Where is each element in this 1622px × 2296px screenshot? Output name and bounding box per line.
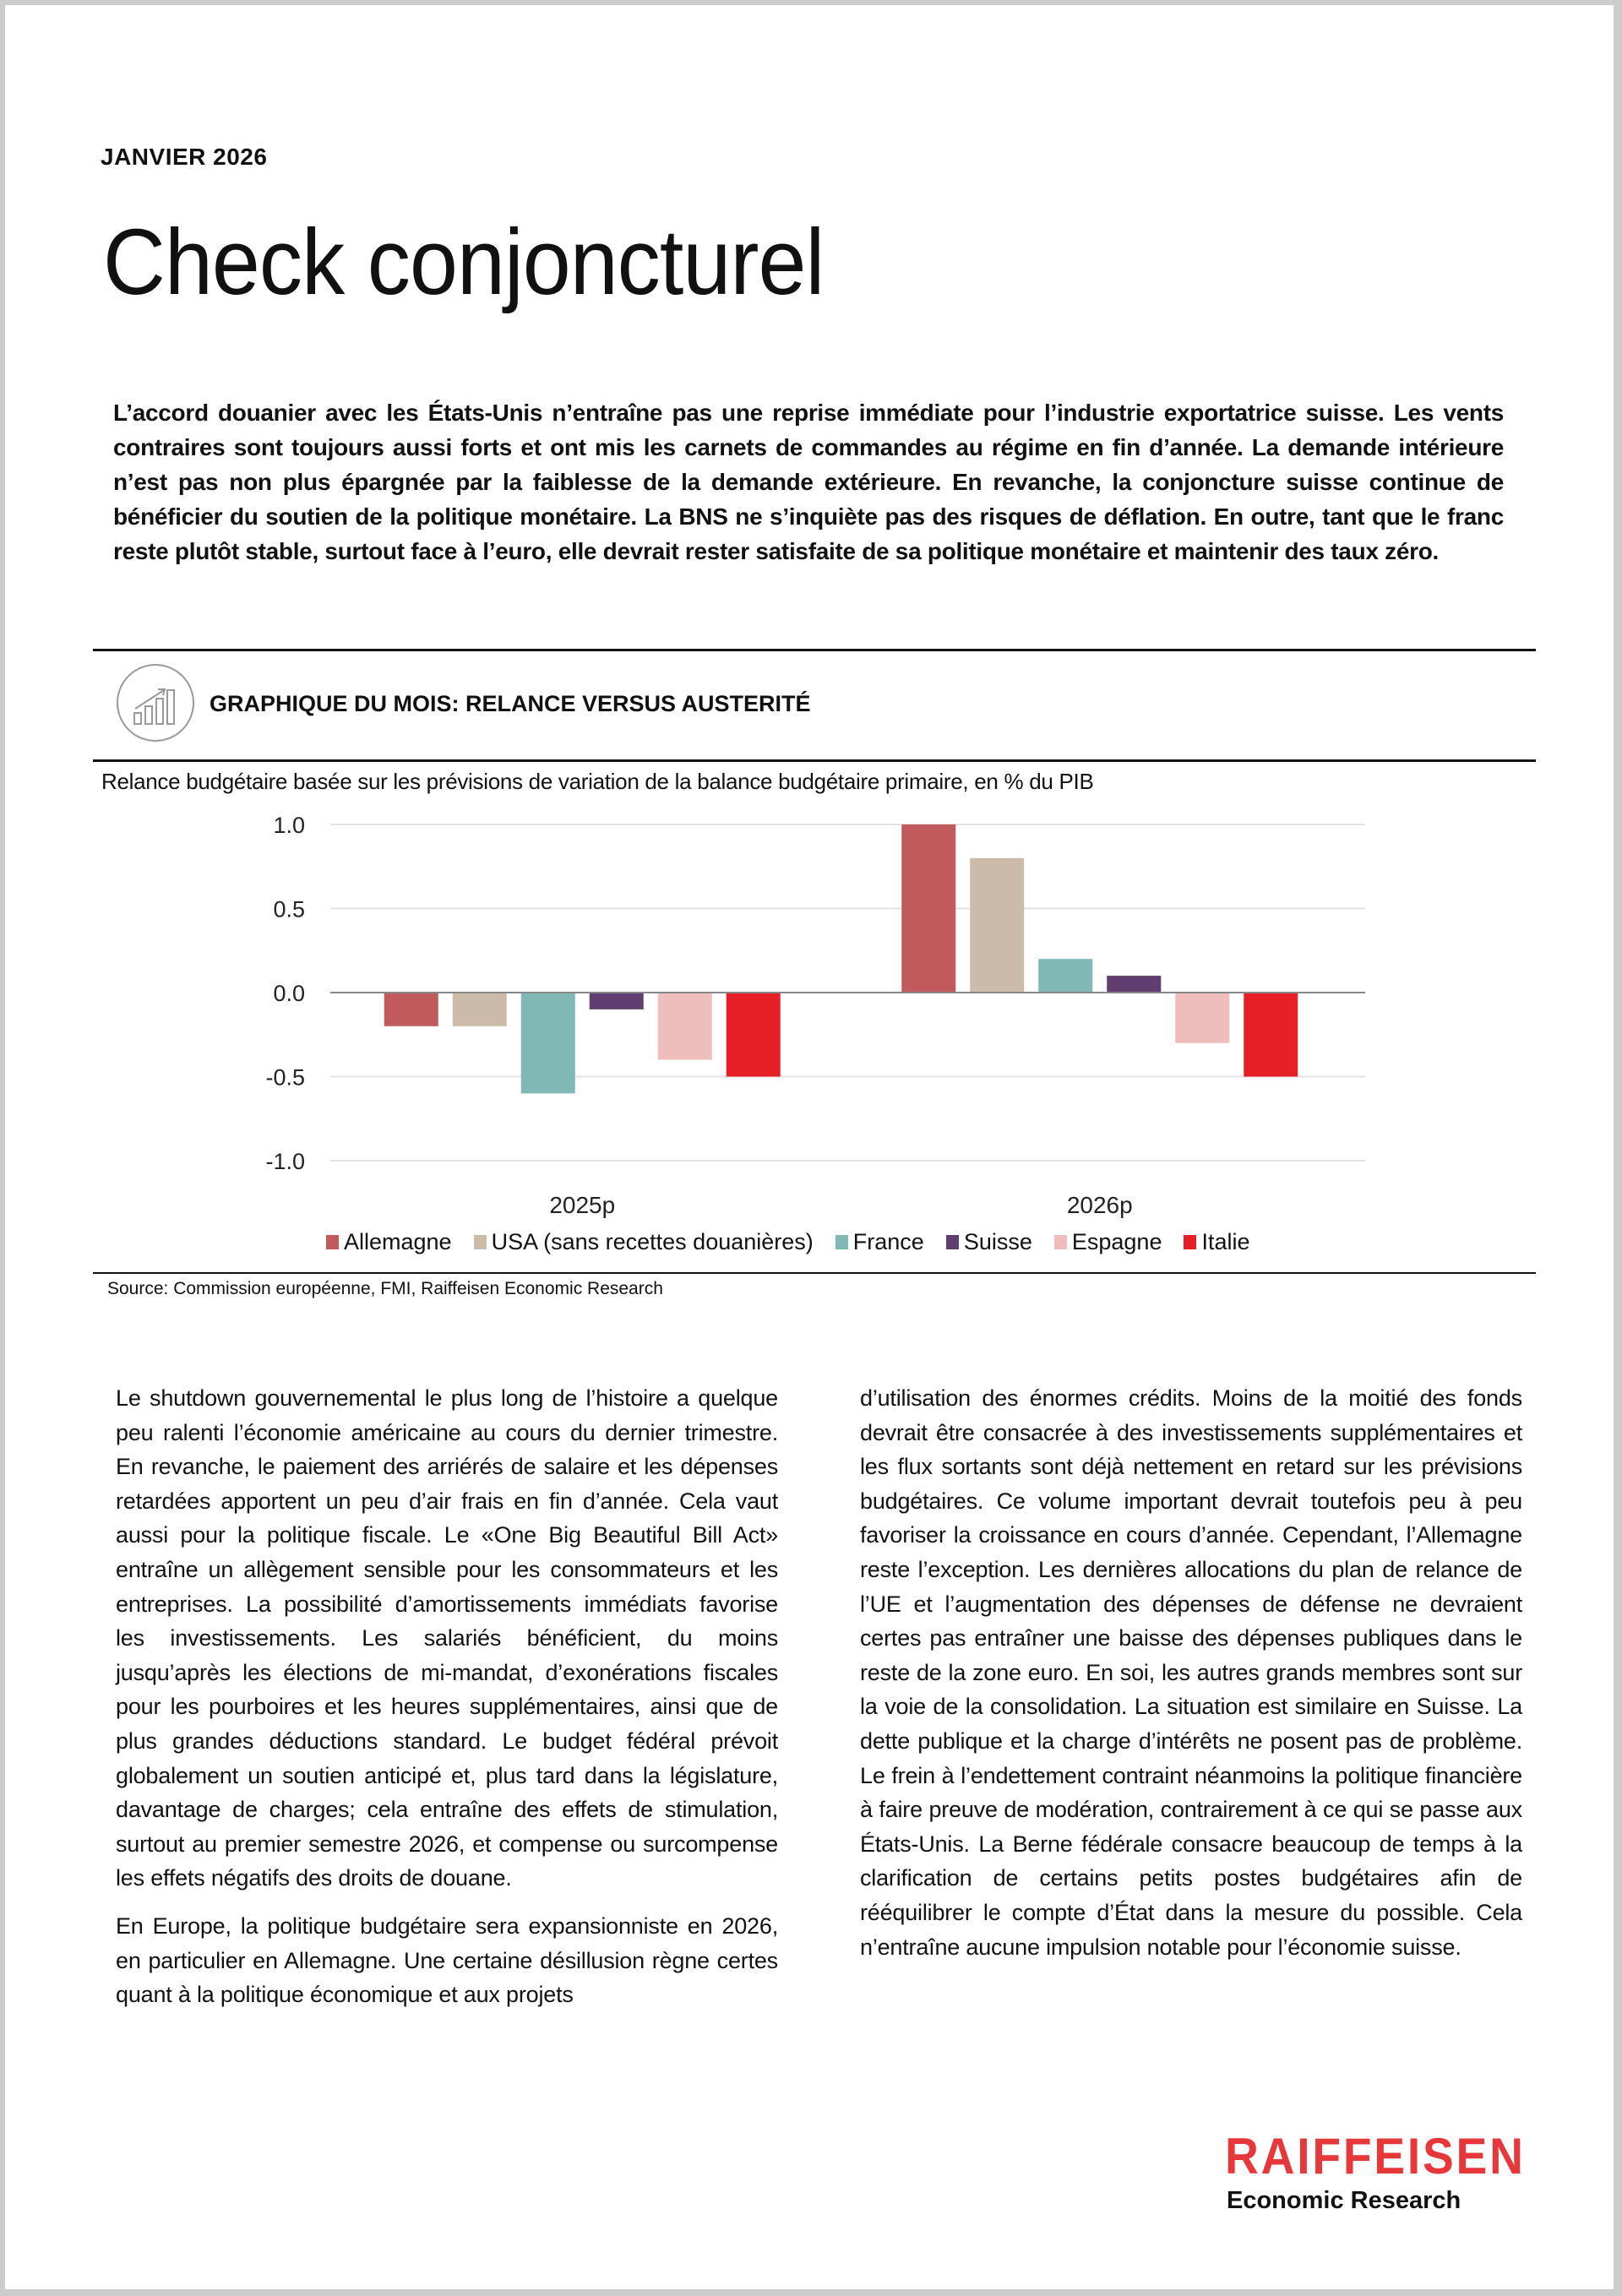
y-tick-label: 0.0 (273, 981, 305, 1006)
legend-item (1184, 1229, 1249, 1255)
bar-allemagne-2025p (384, 993, 438, 1026)
legend-swatch (326, 1235, 339, 1249)
raiffeisen-logo (1225, 2128, 1552, 2215)
chart-title: Relance budgétaire basée sur les prévisions de variation de la balance budgétaire primaire, en % du PIB (101, 769, 1094, 794)
y-tick-label: 0.5 (273, 896, 305, 922)
bar-chart (208, 799, 1391, 1218)
issue-date: JANVIER 2026 (101, 144, 268, 170)
bar-france-2026p (1038, 959, 1092, 993)
section-divider-top (93, 649, 1536, 651)
legend-item (474, 1229, 814, 1255)
y-tick-label: -0.5 (265, 1064, 305, 1091)
bar-espagne-2026p (1175, 993, 1229, 1043)
bar-usa-2026p (970, 858, 1024, 993)
body-column-left (116, 1381, 778, 2026)
section-divider-bottom (93, 1272, 1536, 1274)
y-tick-label: 1.0 (273, 813, 305, 838)
legend-label: Suisse (963, 1229, 1032, 1254)
chart-legend (326, 1229, 1250, 1255)
bar-italie-2026p (1244, 993, 1298, 1077)
section-divider-middle (93, 759, 1536, 762)
bar-chart-growth-icon (115, 662, 196, 743)
legend-label: Allemagne (344, 1229, 452, 1254)
bar-espagne-2025p (658, 993, 712, 1060)
chart-heading: GRAPHIQUE DU MOIS: RELANCE VERSUS AUSTERITÉ (210, 691, 811, 716)
legend-label: Italie (1201, 1229, 1250, 1254)
bar-usa-2025p (453, 993, 507, 1026)
logo-subtitle: Economic Research (1227, 2187, 1461, 2214)
bar-suisse-2026p (1107, 976, 1161, 993)
legend-swatch (946, 1235, 959, 1249)
legend-item (326, 1229, 452, 1255)
lead-paragraph: L’accord douanier avec les États-Unis n’entraîne pas une reprise immédiate pour l’industrie exportatrice suisse. Les vents contraires sont toujours aussi forts et ont mis les carnets de commandes au régime en fin d’année. La demande intérieure n’est pas non plus épargnée par la faiblesse de la demande extérieure. En revanche, la conjoncture suisse continue de bénéficier du soutien de la politique monétaire. La BNS ne s’inquiète pas des risques de déflation. En outre, tant que le franc reste plutôt stable, surtout face à l’euro, elle devrait rester satisfaite de sa politique monétaire et maintenir des taux zéro. (113, 400, 1504, 564)
legend-item (946, 1229, 1032, 1255)
document-page (5, 5, 1614, 2289)
legend-label: France (852, 1229, 924, 1254)
bar-france-2025p (521, 993, 575, 1093)
body-column-right (860, 1381, 1522, 1978)
x-category-label: 2026p (1066, 1192, 1133, 1218)
legend-label: Espagne (1071, 1229, 1162, 1254)
body-paragraph: d’utilisation des énormes crédits. Moins de la moitié des fonds devrait être consacrée à des investissements supplémentaires et les flux sortants sont déjà nettement en retard sur les prévisions budgétaires. Ce volume important devrait toutefois peu à peu favoriser la croissance en cours d’année. Cependant, l’Allemagne reste l’exception. Les dernières allocations du plan de relance de l’UE et l’augmentation des dépenses de défense ne devraient certes pas entraîner une baisse des dépenses publiques dans le reste de la zone euro. En soi, les autres grands membres sont sur la voie de la consolidation. La situation est similaire en Suisse. La dette publique et la charge d’intérêts ne posent pas de problème. Le frein à l’endettement contraint néanmoins la politique financière à faire preuve de modération, contrairement à ce qui se passe aux États-Unis. La Berne fédérale consacre beaucoup de temps à la clarification de certains petits postes budgétaires afin de rééquilibrer le compte d’État dans la mesure du possible. Cela n’entraîne aucune impulsion notable pour l’économie suisse. (860, 1385, 1522, 1960)
legend-swatch (835, 1235, 848, 1249)
bar-suisse-2025p (590, 993, 644, 1009)
bar-allemagne-2026p (901, 824, 955, 993)
bar-italie-2025p (727, 993, 781, 1077)
chart-source: Source: Commission européenne, FMI, Raiffeisen Economic Research (107, 1279, 663, 1298)
y-tick-label: -1.0 (265, 1149, 305, 1174)
legend-item (1054, 1229, 1162, 1255)
logo-brand: RAIFFEISEN (1225, 2128, 1526, 2184)
legend-swatch (474, 1235, 487, 1249)
page-title: Check conjoncturel (103, 210, 825, 314)
legend-swatch (1054, 1235, 1067, 1249)
x-category-label: 2025p (549, 1192, 616, 1218)
legend-label: USA (sans recettes douanières) (491, 1229, 814, 1254)
body-paragraph: En Europe, la politique budgétaire sera expansionniste en 2026, en particulier en Allemagne. Une certaine désillusion règne certes quant à la politique économique et aux projets (116, 1912, 778, 2008)
legend-item (835, 1229, 924, 1255)
body-paragraph: Le shutdown gouvernemental le plus long de l’histoire a quelque peu ralenti l’économie américaine au cours du dernier trimestre. En revanche, le paiement des arriérés de salaire et les dépenses retardées apportent un peu d’air frais en fin d’année. Cela vaut aussi pour la politique fiscale. Le «One Big Beautiful Bill Act» entraîne un allègement sensible pour les consommateurs et les entreprises. La possibilité d’amortissements immédiats favorise les investissements. Les salariés bénéficient, du moins jusqu’après les élections de mi-mandat, d’exonérations fiscales pour les pourboires et les heures supplémentaires, ainsi que de plus grandes déductions standard. Le budget fédéral prévoit globalement un soutien anticipé et, plus tard dans la législature, davantage de charges; cela entraîne des effets de stimulation, surtout au premier semestre 2026, et compense ou surcompense les effets négatifs des droits de douane. (116, 1385, 778, 1891)
legend-swatch (1184, 1235, 1196, 1249)
